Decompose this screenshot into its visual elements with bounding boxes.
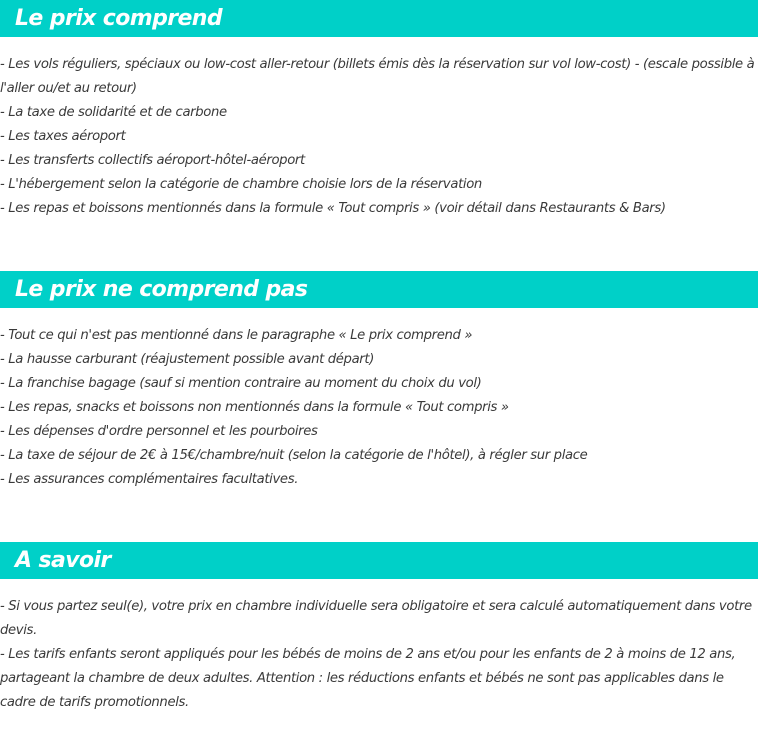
good-to-know-list [0, 595, 758, 715]
section-header-not-included [0, 271, 758, 308]
included-list [0, 53, 758, 221]
section-title-not-included: Le prix ne comprend pas [15, 277, 308, 302]
list-item: - La taxe de solidarité et de carbone [0, 105, 227, 120]
not-included-list [0, 324, 758, 492]
section-header-included [0, 0, 758, 37]
list-item: - Les assurances complémentaires facultatives. [0, 472, 299, 487]
list-item: - Les vols réguliers, spéciaux ou low-cost aller-retour (billets émis dès la réservation sur vol low-cost) - (escale possible à l'aller ou/et au retour) [0, 57, 755, 96]
list-item: - Si vous partez seul(e), votre prix en chambre individuelle sera obligatoire et sera calculé automatiquement dans votre devis. [0, 599, 752, 638]
section-title-included: Le prix comprend [15, 6, 222, 31]
list-item: - La franchise bagage (sauf si mention contraire au moment du choix du vol) [0, 376, 482, 391]
list-item: - Les repas et boissons mentionnés dans la formule « Tout compris » (voir détail dans Restaurants & Bars) [0, 201, 666, 216]
list-item: - Tout ce qui n'est pas mentionné dans le paragraphe « Le prix comprend » [0, 328, 473, 343]
list-item: - Les dépenses d'ordre personnel et les pourboires [0, 424, 318, 439]
list-item: - Les tarifs enfants seront appliqués pour les bébés de moins de 2 ans et/ou pour les enfants de 2 à moins de 12 ans, partageant la chambre de deux adultes. Attention : les réductions enfants et bébés ne sont pas applicables dans le cadre de tarifs promotionnels. [0, 647, 736, 710]
list-item: - Les transferts collectifs aéroport-hôtel-aéroport [0, 153, 305, 168]
section-title-good-to-know: A savoir [15, 548, 111, 573]
list-item: - L'hébergement selon la catégorie de chambre choisie lors de la réservation [0, 177, 482, 192]
list-item: - Les repas, snacks et boissons non mentionnés dans la formule « Tout compris » [0, 400, 509, 415]
list-item: - La taxe de séjour de 2€ à 15€/chambre/nuit (selon la catégorie de l'hôtel), à régler sur place [0, 448, 588, 463]
section-header-good-to-know [0, 542, 758, 579]
list-item: - Les taxes aéroport [0, 129, 126, 144]
list-item: - La hausse carburant (réajustement possible avant départ) [0, 352, 374, 367]
